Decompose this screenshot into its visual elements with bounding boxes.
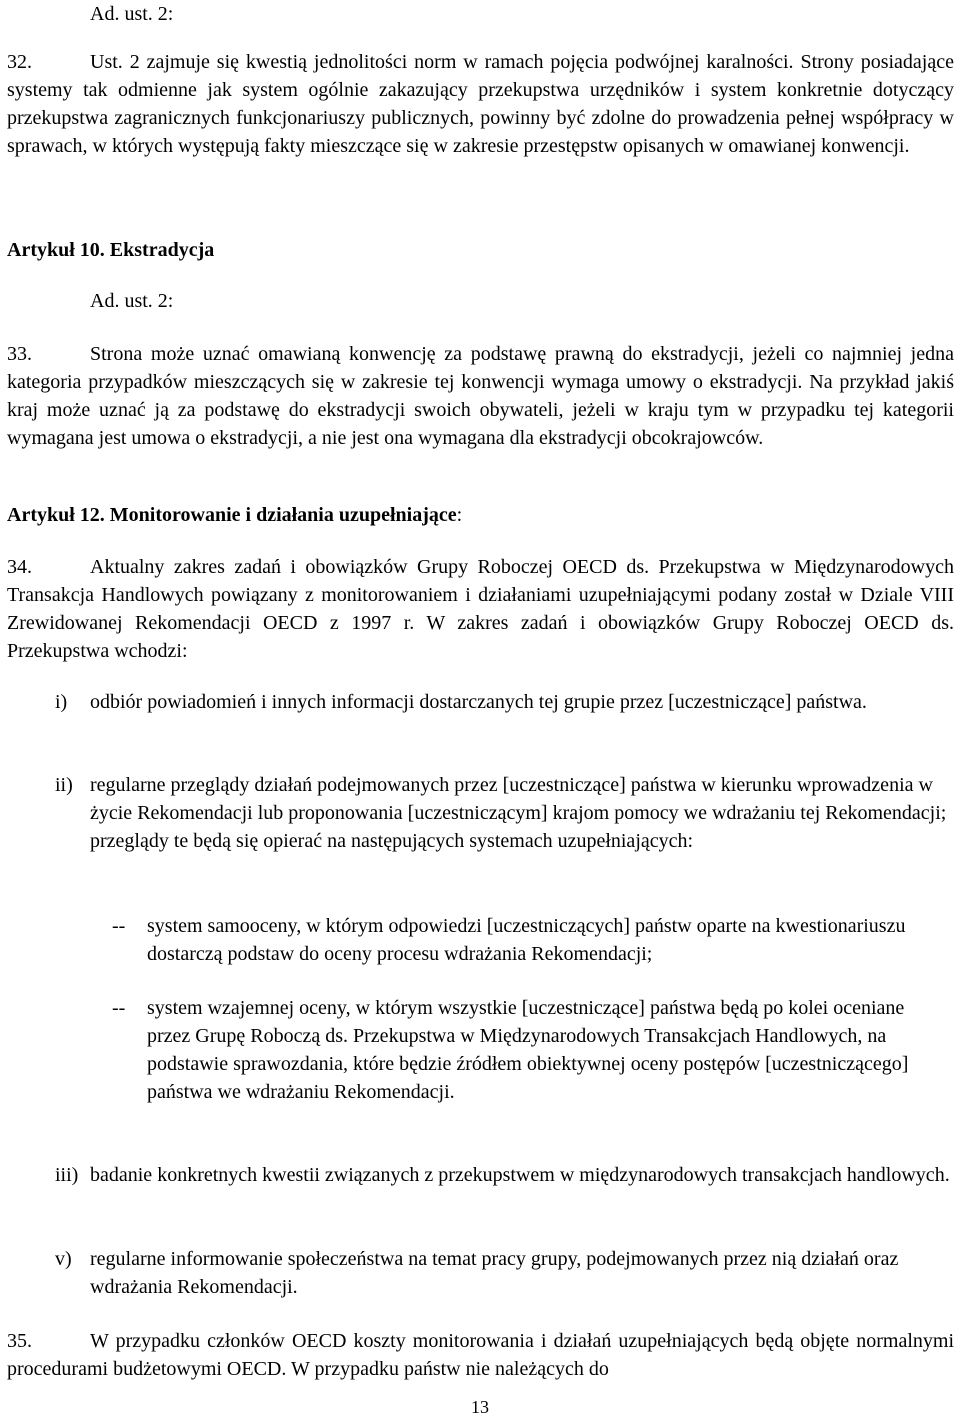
paragraph-34: [7, 553, 954, 665]
article-12-heading: Artykuł 12. Monitorowanie i działania uzupełniające:: [7, 504, 463, 526]
list-item-ii: [7, 771, 960, 855]
ad-ust-label: Ad. ust. 2:: [90, 3, 174, 25]
paragraph-number: 33.: [7, 343, 32, 365]
paragraph-number: 34.: [7, 556, 32, 578]
sublist-item-text: system samooceny, w którym odpowiedzi [uczestniczących] państw oparte na kwestionariuszu dostarczą podstaw do oceny procesu wdrażania Rekomendacji;: [147, 915, 906, 965]
list-marker: ii): [55, 774, 73, 796]
sublist-item-peer-review: [7, 994, 957, 1106]
ad-ust-top: [7, 0, 173, 28]
sublist-item-text: system wzajemnej oceny, w którym wszystkie [uczestniczące] państwa będą po kolei oceniane przez Grupę Roboczą ds. Przekupstwa w Międzynarodowych Transakcjach Handlowych, na podstawie sprawozdania, które będzie źródłem obiektywnej oceny postępów [uczestniczącego] państwa we wdrażaniu Rekomendacji.: [147, 997, 909, 1103]
article-10-heading: Artykuł 10. Ekstradycja: [7, 239, 215, 261]
sublist-marker: --: [112, 915, 126, 937]
paragraph-35: [7, 1327, 954, 1383]
paragraph-text: Ust. 2 zajmuje się kwestią jednolitości norm w ramach pojęcia podwójnej karalności. Strony posiadające systemy tak odmienne jak system ogólnie zakazujący przekupstwa urzędników i system konkretnie dotyczący przekupstwa zagranicznych funkcjonariuszy publicznych, powinny być zdolne do prowadzenia pełnej współpracy w sprawach, w których występują fakty mieszczące się w zakresie przestępstw opisanych w omawianej konwencji.: [7, 51, 954, 157]
list-item-text: badanie konkretnych kwestii związanych z przekupstwem w międzynarodowych transakcjach handlowych.: [90, 1164, 950, 1186]
list-item-i: [7, 688, 950, 716]
page-number: 13: [471, 1397, 489, 1417]
paragraph-number: 35.: [7, 1330, 32, 1352]
list-marker: iii): [55, 1164, 79, 1186]
list-item-v: [7, 1245, 960, 1301]
list-marker: i): [55, 691, 68, 713]
paragraph-text: Aktualny zakres zadań i obowiązków Grupy Roboczej OECD ds. Przekupstwa w Międzynarodowych Transakcja Handlowych powiązany z monitorowaniem i działaniami uzupełniającymi podany został w Dziale VIII Zrewidowanej Rekomendacji OECD z 1997 r. W zakres zadań i obowiązków Grupy Roboczej OECD ds. Przekupstwa wchodzi:: [7, 556, 954, 662]
paragraph-32: [7, 48, 954, 160]
ad-ust-article-10: Ad. ust. 2:: [90, 290, 174, 312]
list-item-text: regularne przeglądy działań podejmowanych przez [uczestniczące] państwa w kierunku wprowadzenia w życie Rekomendacji lub proponowania [uczestniczącym] krajom pomocy we wdrażaniu tej Rekomendacji; przeglądy te będą się opierać na następujących systemach uzupełniających:: [90, 774, 947, 852]
paragraph-number: 32.: [7, 51, 32, 73]
list-item-text: regularne informowanie społeczeństwa na temat pracy grupy, podejmowanych przez nią działań oraz wdrażania Rekomendacji.: [90, 1248, 899, 1298]
sublist-item-self-assessment: [7, 912, 960, 968]
paragraph-text: Strona może uznać omawianą konwencję za podstawę prawną do ekstradycji, jeżeli co najmniej jedna kategoria przypadków mieszczących się w zakresie tej konwencji wymaga umowy o ekstradycji. Na przykład jakiś kraj może uznać ją za podstawę do ekstradycji swoich obywateli, jeżeli w kraju tym w przypadku tej kategorii wymagana jest umowa o ekstradycji, a nie jest ona wymagana dla ekstradycji obcokrajowców.: [7, 343, 954, 449]
paragraph-text: W przypadku członków OECD koszty monitorowania i działań uzupełniających będą objęte normalnymi procedurami budżetowymi OECD. W przypadku państw nie należących do: [7, 1330, 954, 1380]
list-item-text: odbiór powiadomień i innych informacji dostarczanych tej grupie przez [uczestniczące] państwa.: [90, 691, 867, 713]
list-marker: v): [55, 1248, 72, 1270]
list-item-iii: [7, 1161, 960, 1189]
paragraph-33: [7, 340, 954, 452]
sublist-marker: --: [112, 997, 126, 1019]
